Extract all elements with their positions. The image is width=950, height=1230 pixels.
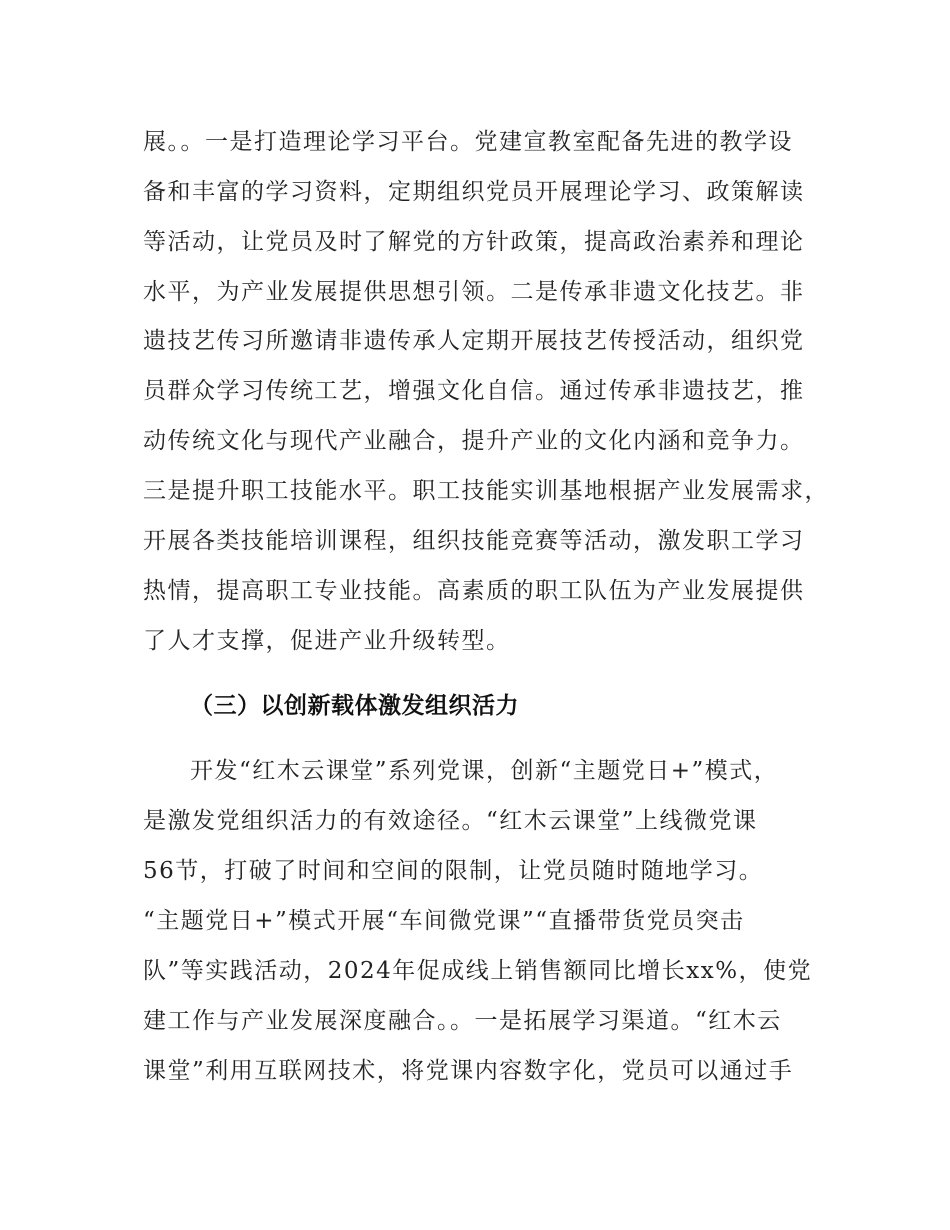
paragraph-line: 开展各类技能培训课程，组织技能竞赛等活动，激发职工学习: [143, 528, 805, 554]
section-heading: （三）以创新载体激发组织活力: [190, 693, 519, 719]
paragraph-line: 热情，提高职工专业技能。高素质的职工队伍为产业发展提供: [143, 578, 805, 604]
paragraph-line: 56节，打破了时间和空间的限制，让党员随时随地学习。: [143, 858, 764, 884]
paragraph-line: 水平，为产业发展提供思想引领。二是传承非遗文化技艺。非: [143, 279, 805, 305]
paragraph-line: 建工作与产业发展深度融合。。一是拓展学习渠道。“红木云: [143, 1008, 782, 1034]
paragraph-line: 员群众学习传统工艺，增强文化自信。通过传承非遗技艺，推: [143, 378, 805, 404]
paragraph-line: 了人才支撑，促进产业升级转型。: [143, 628, 511, 654]
paragraph-line: 是激发党组织活力的有效途径。“红木云课堂”上线微党课: [143, 808, 758, 834]
paragraph-line: 动传统文化与现代产业融合，提升产业的文化内涵和竞争力。: [143, 428, 805, 454]
paragraph-line: 三是提升职工技能水平。职工技能实训基地根据产业发展需求，: [143, 478, 829, 504]
paragraph-line: 备和丰富的学习资料，定期组织党员开展理论学习、政策解读: [143, 179, 805, 205]
paragraph-line: “主题党日+”模式开展“车间微党课”“直播带货党员突击: [143, 908, 745, 934]
paragraph-line: 遗技艺传习所邀请非遗传承人定期开展技艺传授活动，组织党: [143, 328, 805, 354]
paragraph-line: 课堂”利用互联网技术，将党课内容数字化，党员可以通过手: [143, 1058, 794, 1084]
paragraph-line: 等活动，让党员及时了解党的方针政策，提高政治素养和理论: [143, 229, 805, 255]
paragraph-line: 队”等实践活动，2024年促成线上销售额同比增长xx%，使党: [143, 958, 813, 984]
paragraph-line: 展。。一是打造理论学习平台。党建宣教室配备先进的教学设: [143, 129, 793, 155]
paragraph-line: 开发“红木云课堂”系列党课，创新“主题党日+”模式，: [190, 758, 779, 784]
